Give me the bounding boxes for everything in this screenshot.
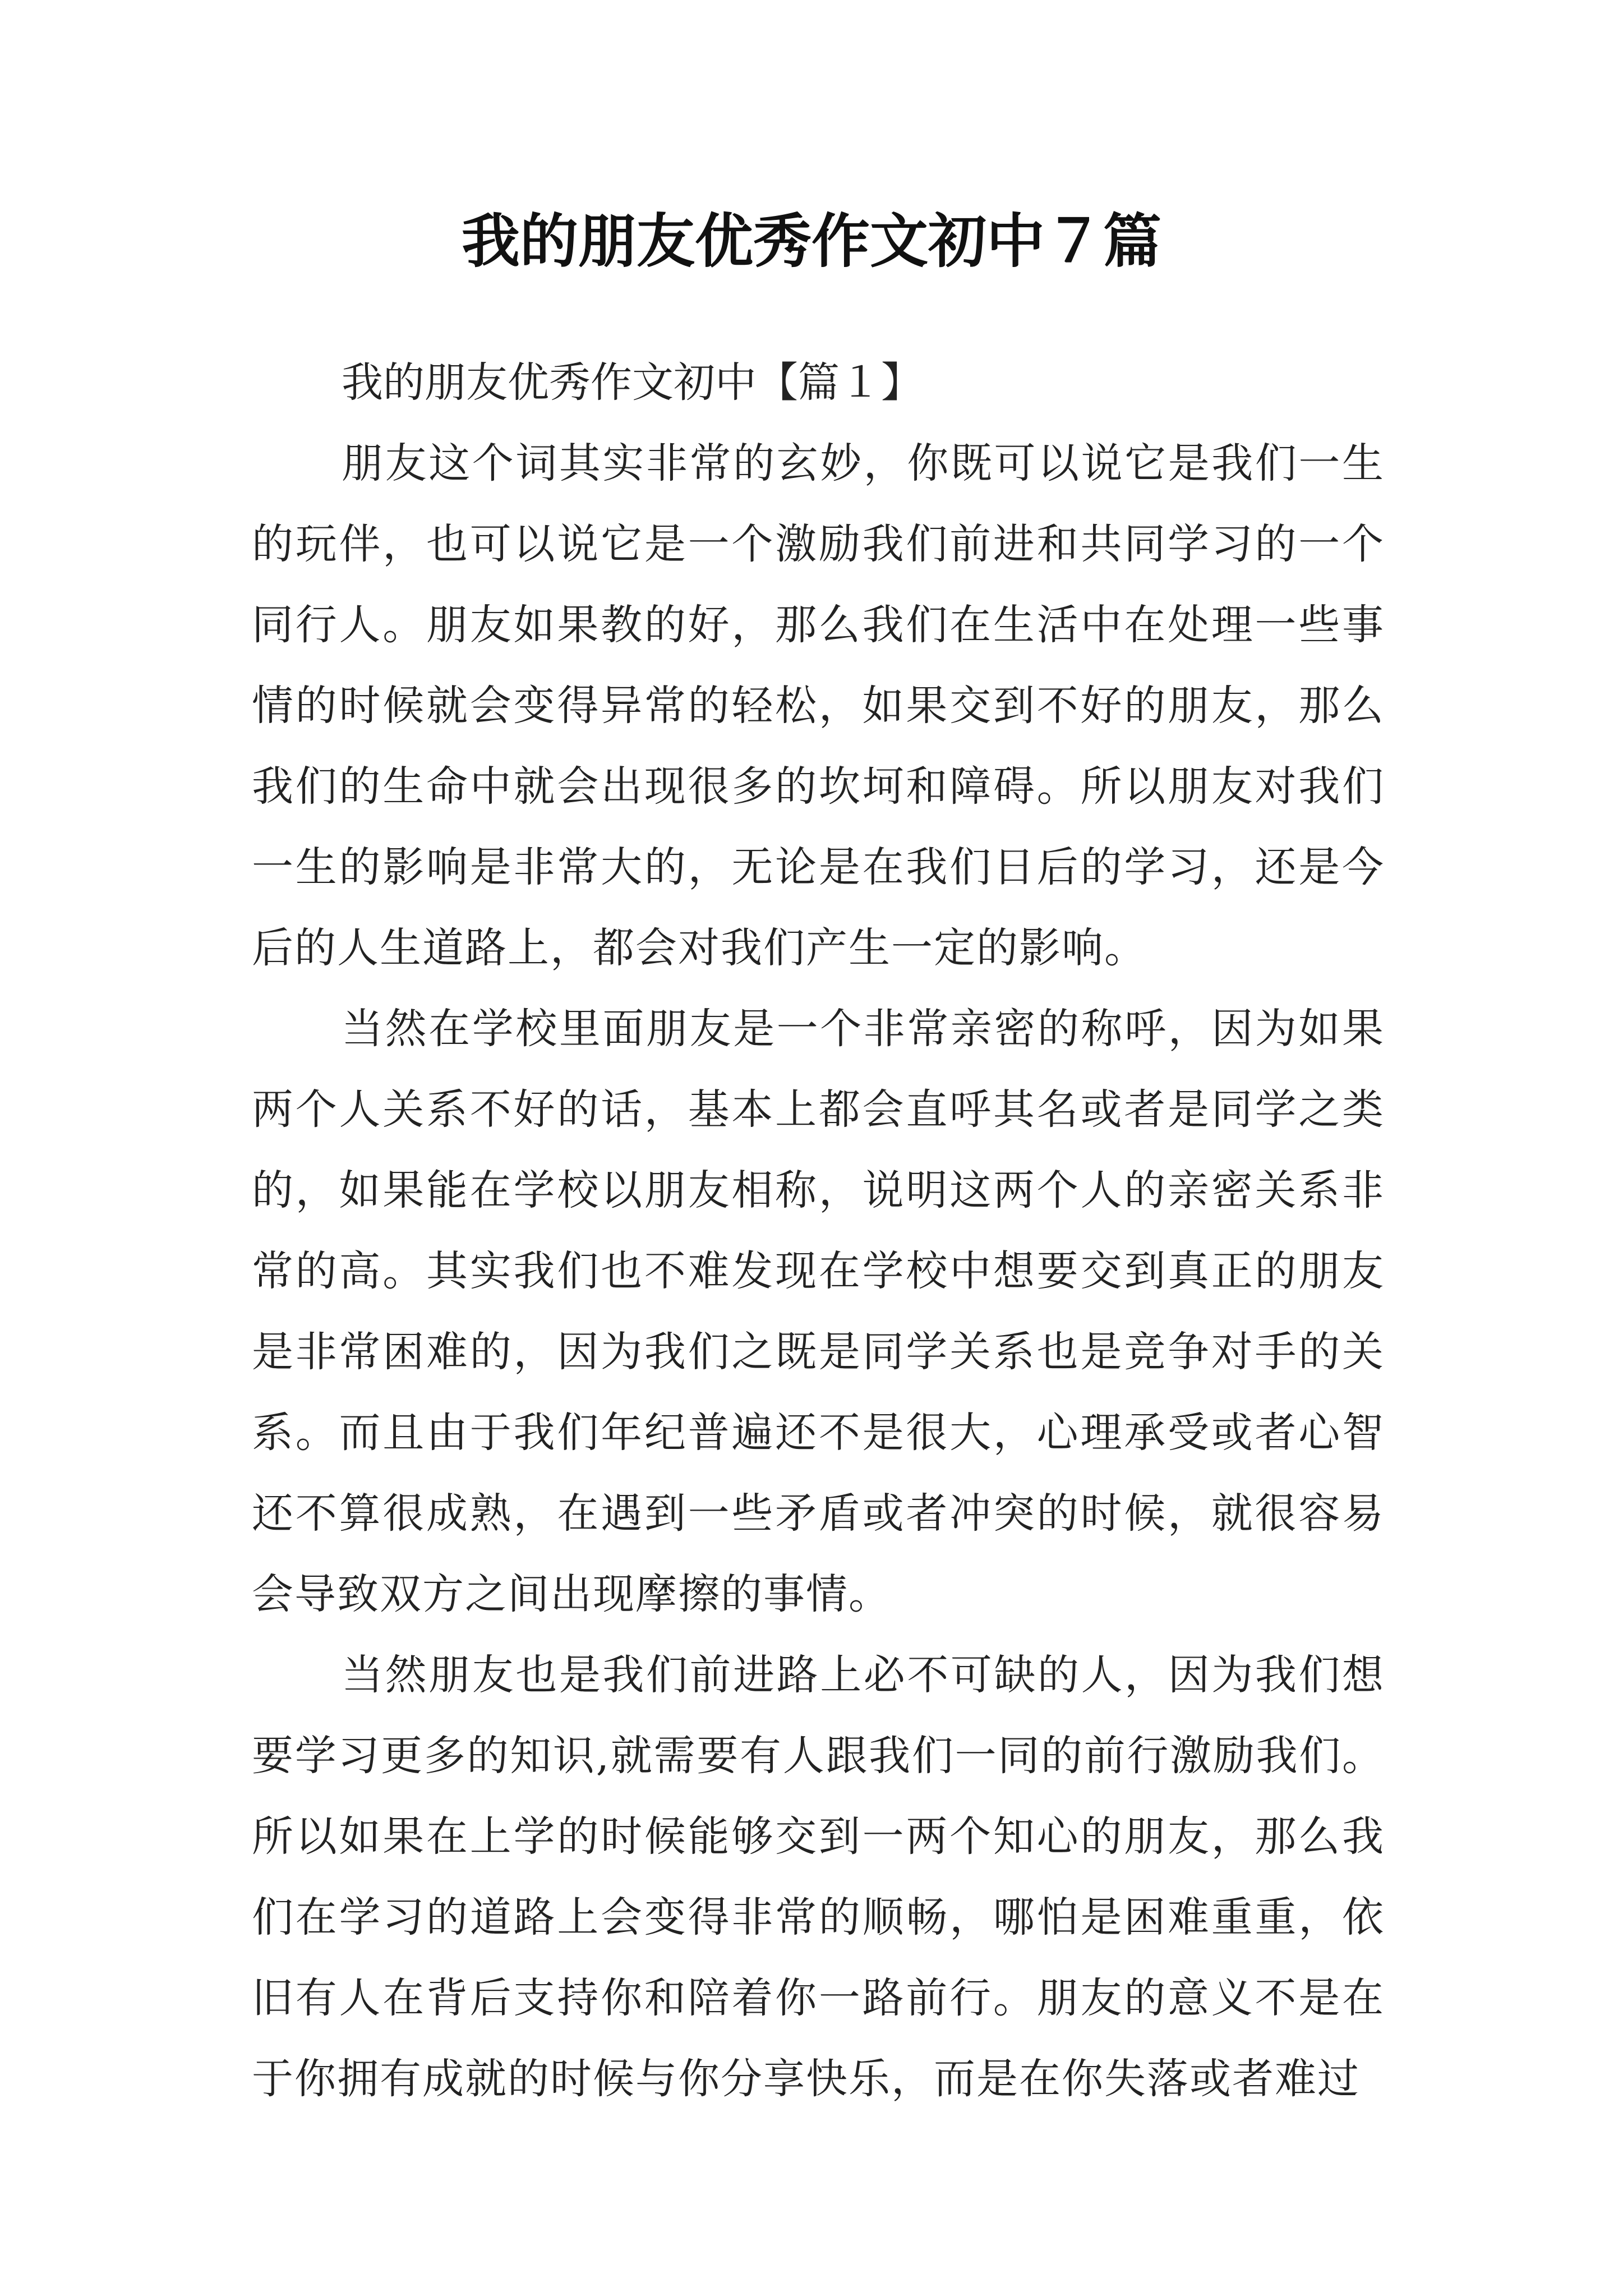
paragraph-3: 当然朋友也是我们前进路上必不可缺的人，因为我们想要学习更多的知识,就需要有人跟我们一同的前行激励我们。所以如果在上学的时候能够交到一两个知心的朋友，那么我们在学习的道路上会变得非常的顺畅，哪怕是困难重重，依旧有人在背后支持你和陪着你一路前行。朋友的意义不是在于你拥有成就的时候与你分享快乐，而是在你失落或者难过	[252, 1651, 1385, 2103]
document-title: 我的朋友优秀作文初中７篇	[461, 206, 1161, 275]
paragraph-2: 当然在学校里面朋友是一个非常亲密的称呼，因为如果两个人关系不好的话，基本上都会直呼其名或者是同学之类的，如果能在学校以朋友相称，说明这两个人的亲密关系非常的高。其实我们也不难发现在学校中想要交到真正的朋友是非常困难的，因为我们之既是同学关系也是竞争对手的关系。而且由于我们年纪普遍还不是很大，心理承受或者心智还不算很成熟，在遇到一些矛盾或者冲突的时候，就很容易会导致双方之间出现摩擦的事情。	[252, 1005, 1385, 1618]
document-body	[252, 342, 1385, 2119]
paragraph-1: 朋友这个词其实非常的玄妙，你既可以说它是我们一生的玩伴，也可以说它是一个激励我们前进和共同学习的一个同行人。朋友如果教的好，那么我们在生活中在处理一些事情的时候就会变得异常的轻松，如果交到不好的朋友，那么我们的生命中就会出现很多的坎坷和障碍。所以朋友对我们一生的影响是非常大的，无论是在我们日后的学习，还是今后的人生道路上，都会对我们产生一定的影响。	[252, 439, 1385, 972]
section-heading: 我的朋友优秀作文初中【篇１】	[342, 358, 923, 407]
